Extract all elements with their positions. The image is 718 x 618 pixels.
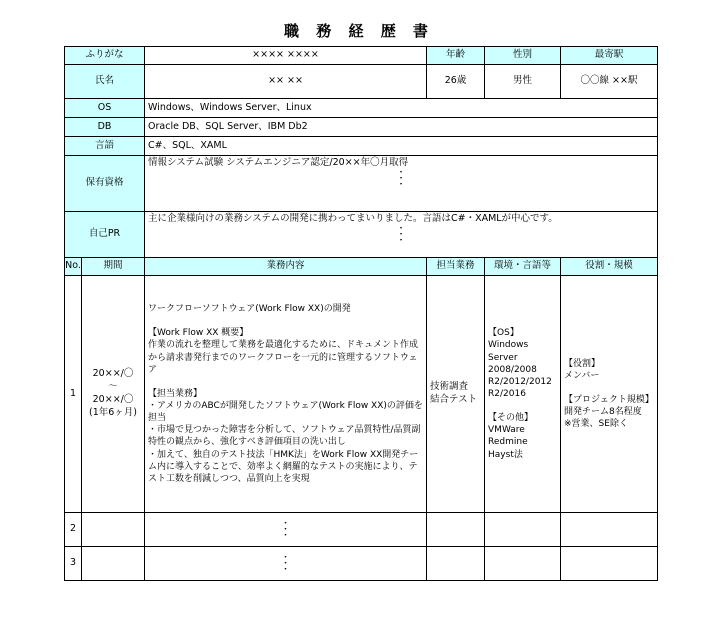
history-row-3 [65,547,658,581]
row1-duty: 技術調査 結合テスト [427,276,485,513]
row3-environment [485,547,561,581]
row2-ellipsis: ・ ・ ・ [281,518,291,541]
self-pr-row [65,212,658,258]
col-content-header: 業務内容 [145,258,427,276]
os-value: Windows、Windows Server、Linux [145,99,658,118]
name-value: ×× ×× [145,65,427,99]
row3-no: 3 [65,547,82,581]
col-no-header: No. [65,258,82,276]
age-value: 26歳 [427,65,485,99]
row1-period: 20××/〇 〜 20××/〇 (1年6ヶ月) [82,276,145,513]
station-label: 最寄駅 [561,47,658,65]
furigana-row [65,47,658,65]
row1-role: 【役割】 メンバー 【プロジェクト規模】 開発チーム8名程度 ※営業、SE除く [561,276,658,513]
name-row [65,65,658,99]
age-label: 年齢 [427,47,485,65]
gender-label: 性別 [485,47,561,65]
certification-value: 情報システム試験 システムエンジニア認定/20××年〇月取得 [148,157,409,168]
furigana-label: ふりがな [65,47,145,65]
certification-cell [145,156,658,212]
document-title: 職 務 経 歴 書 [284,22,434,40]
row2-period [82,513,145,547]
self-pr-label: 自己PR [65,212,145,258]
certification-ellipsis: ・ ・ ・ [396,167,406,190]
row2-role [561,513,658,547]
resume-table [64,46,658,581]
history-row-2 [65,513,658,547]
row1-environment: 【OS】 Windows Server 2008/2008 R2/2012/2012 R2/2016 【その他】 VMWare Redmine Hayst法 [485,276,561,513]
os-label: OS [65,99,145,118]
db-value: Oracle DB、SQL Server、IBM Db2 [145,118,658,137]
row2-duty [427,513,485,547]
row3-content [145,547,427,581]
station-value: 〇〇線 ××駅 [561,65,658,99]
os-row [65,99,658,118]
gender-value: 男性 [485,65,561,99]
col-duty-header: 担当業務 [427,258,485,276]
col-period-header: 期間 [82,258,145,276]
certification-label: 保有資格 [65,156,145,212]
row3-ellipsis: ・ ・ ・ [281,552,291,575]
name-label: 氏名 [65,65,145,99]
db-label: DB [65,118,145,137]
db-row [65,118,658,137]
furigana-value: ×××× ×××× [145,47,427,65]
self-pr-ellipsis: ・ ・ ・ [396,223,406,246]
col-env-header: 環境・言語等 [485,258,561,276]
row1-no: 1 [65,276,82,513]
row2-environment [485,513,561,547]
self-pr-cell [145,212,658,258]
row3-duty [427,547,485,581]
self-pr-value: 主に企業様向けの業務システムの開発に携わってまいりました。言語はC#・XAMLが中心です。 [148,213,558,224]
row3-period [82,547,145,581]
language-value: C#、SQL、XAML [145,137,658,156]
certification-row [65,156,658,212]
language-label: 言語 [65,137,145,156]
row2-no: 2 [65,513,82,547]
language-row [65,137,658,156]
row2-content [145,513,427,547]
col-role-header: 役割・規模 [561,258,658,276]
row3-role [561,547,658,581]
history-header-row [65,258,658,276]
history-row-1 [65,276,658,513]
row1-content: ワークフローソフトウェア(Work Flow XX)の開発 【Work Flow XX 概要】 作業の流れを整理して業務を最適化するために、ドキュメント作成から請求書発行までのワークフローを一元的に管理するソフトウェア 【担当業務】 ・アメリカのABCが開発したソフトウェア(Work Flow XX)の評価を担当 ・市場で見つかった障害を分析して、ソフトウェア品質特性/品質副特性の観点から、強化すべき評価項目の洗い出し ・加えて、独自のテスト技法「HMK法」をWork Flow XX開発チーム内に導入することで、効率よく網羅的なテストの実施により、テスト工数を削減しつつ、品質向上を実現 [145,276,427,513]
